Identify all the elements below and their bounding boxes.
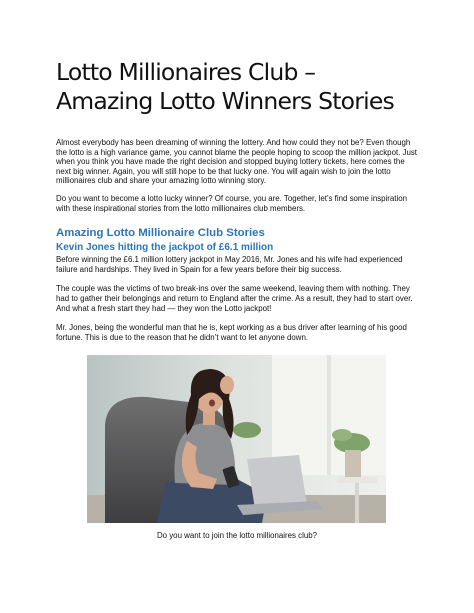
story-paragraph-2: The couple was the victims of two break-ins over the same weekend, leaving them with nothing. They had to gather their belongings and return to England after the crime. As a result, they had to start over. And what a fresh start they had — they won the Lotto jackpot! xyxy=(56,284,413,313)
page-title: Lotto Millionaires Club – Amazing Lotto Winners Stories xyxy=(56,58,394,115)
invite-paragraph: Do you want to become a lotto lucky winner? Of course, you are. Together, let’s find some inspiration with these inspirational stories from the lotto millionaires club members. xyxy=(56,193,408,213)
intro-paragraph: Almost everybody has been dreaming of winning the lottery. And how could they not be? Even though the lotto is a high variance game, you cannot blame the people hoping to scoop the million jackpot. Just when you think you have made the right decision and stopped buying lottery tickets, here comes the next big winner. Again, you will still hope to be that lucky one. You will again wish to join the lotto millionaires club and share your amazing lotto winning story. xyxy=(56,138,418,186)
figure-caption: Do you want to join the lotto millionaires club? xyxy=(156,531,318,540)
woman-laptop-photo xyxy=(87,355,386,523)
section-heading: Amazing Lotto Millionaire Club Stories xyxy=(56,227,265,240)
story-heading: Kevin Jones hitting the jackpot of £6.1 million xyxy=(56,242,274,254)
photo-illustration xyxy=(87,355,386,523)
story-paragraph-1: Before winning the £6.1 million lottery jackpot in May 2016, Mr. Jones and his wife had experienced failure and hardships. They lived in Spain for a few years before their big success. xyxy=(56,255,403,274)
story-paragraph-3: Mr. Jones, being the wonderful man that he is, kept working as a bus driver after learning of his good fortune. This is due to the reason that he didn’t want to let anyone down. xyxy=(56,323,407,342)
